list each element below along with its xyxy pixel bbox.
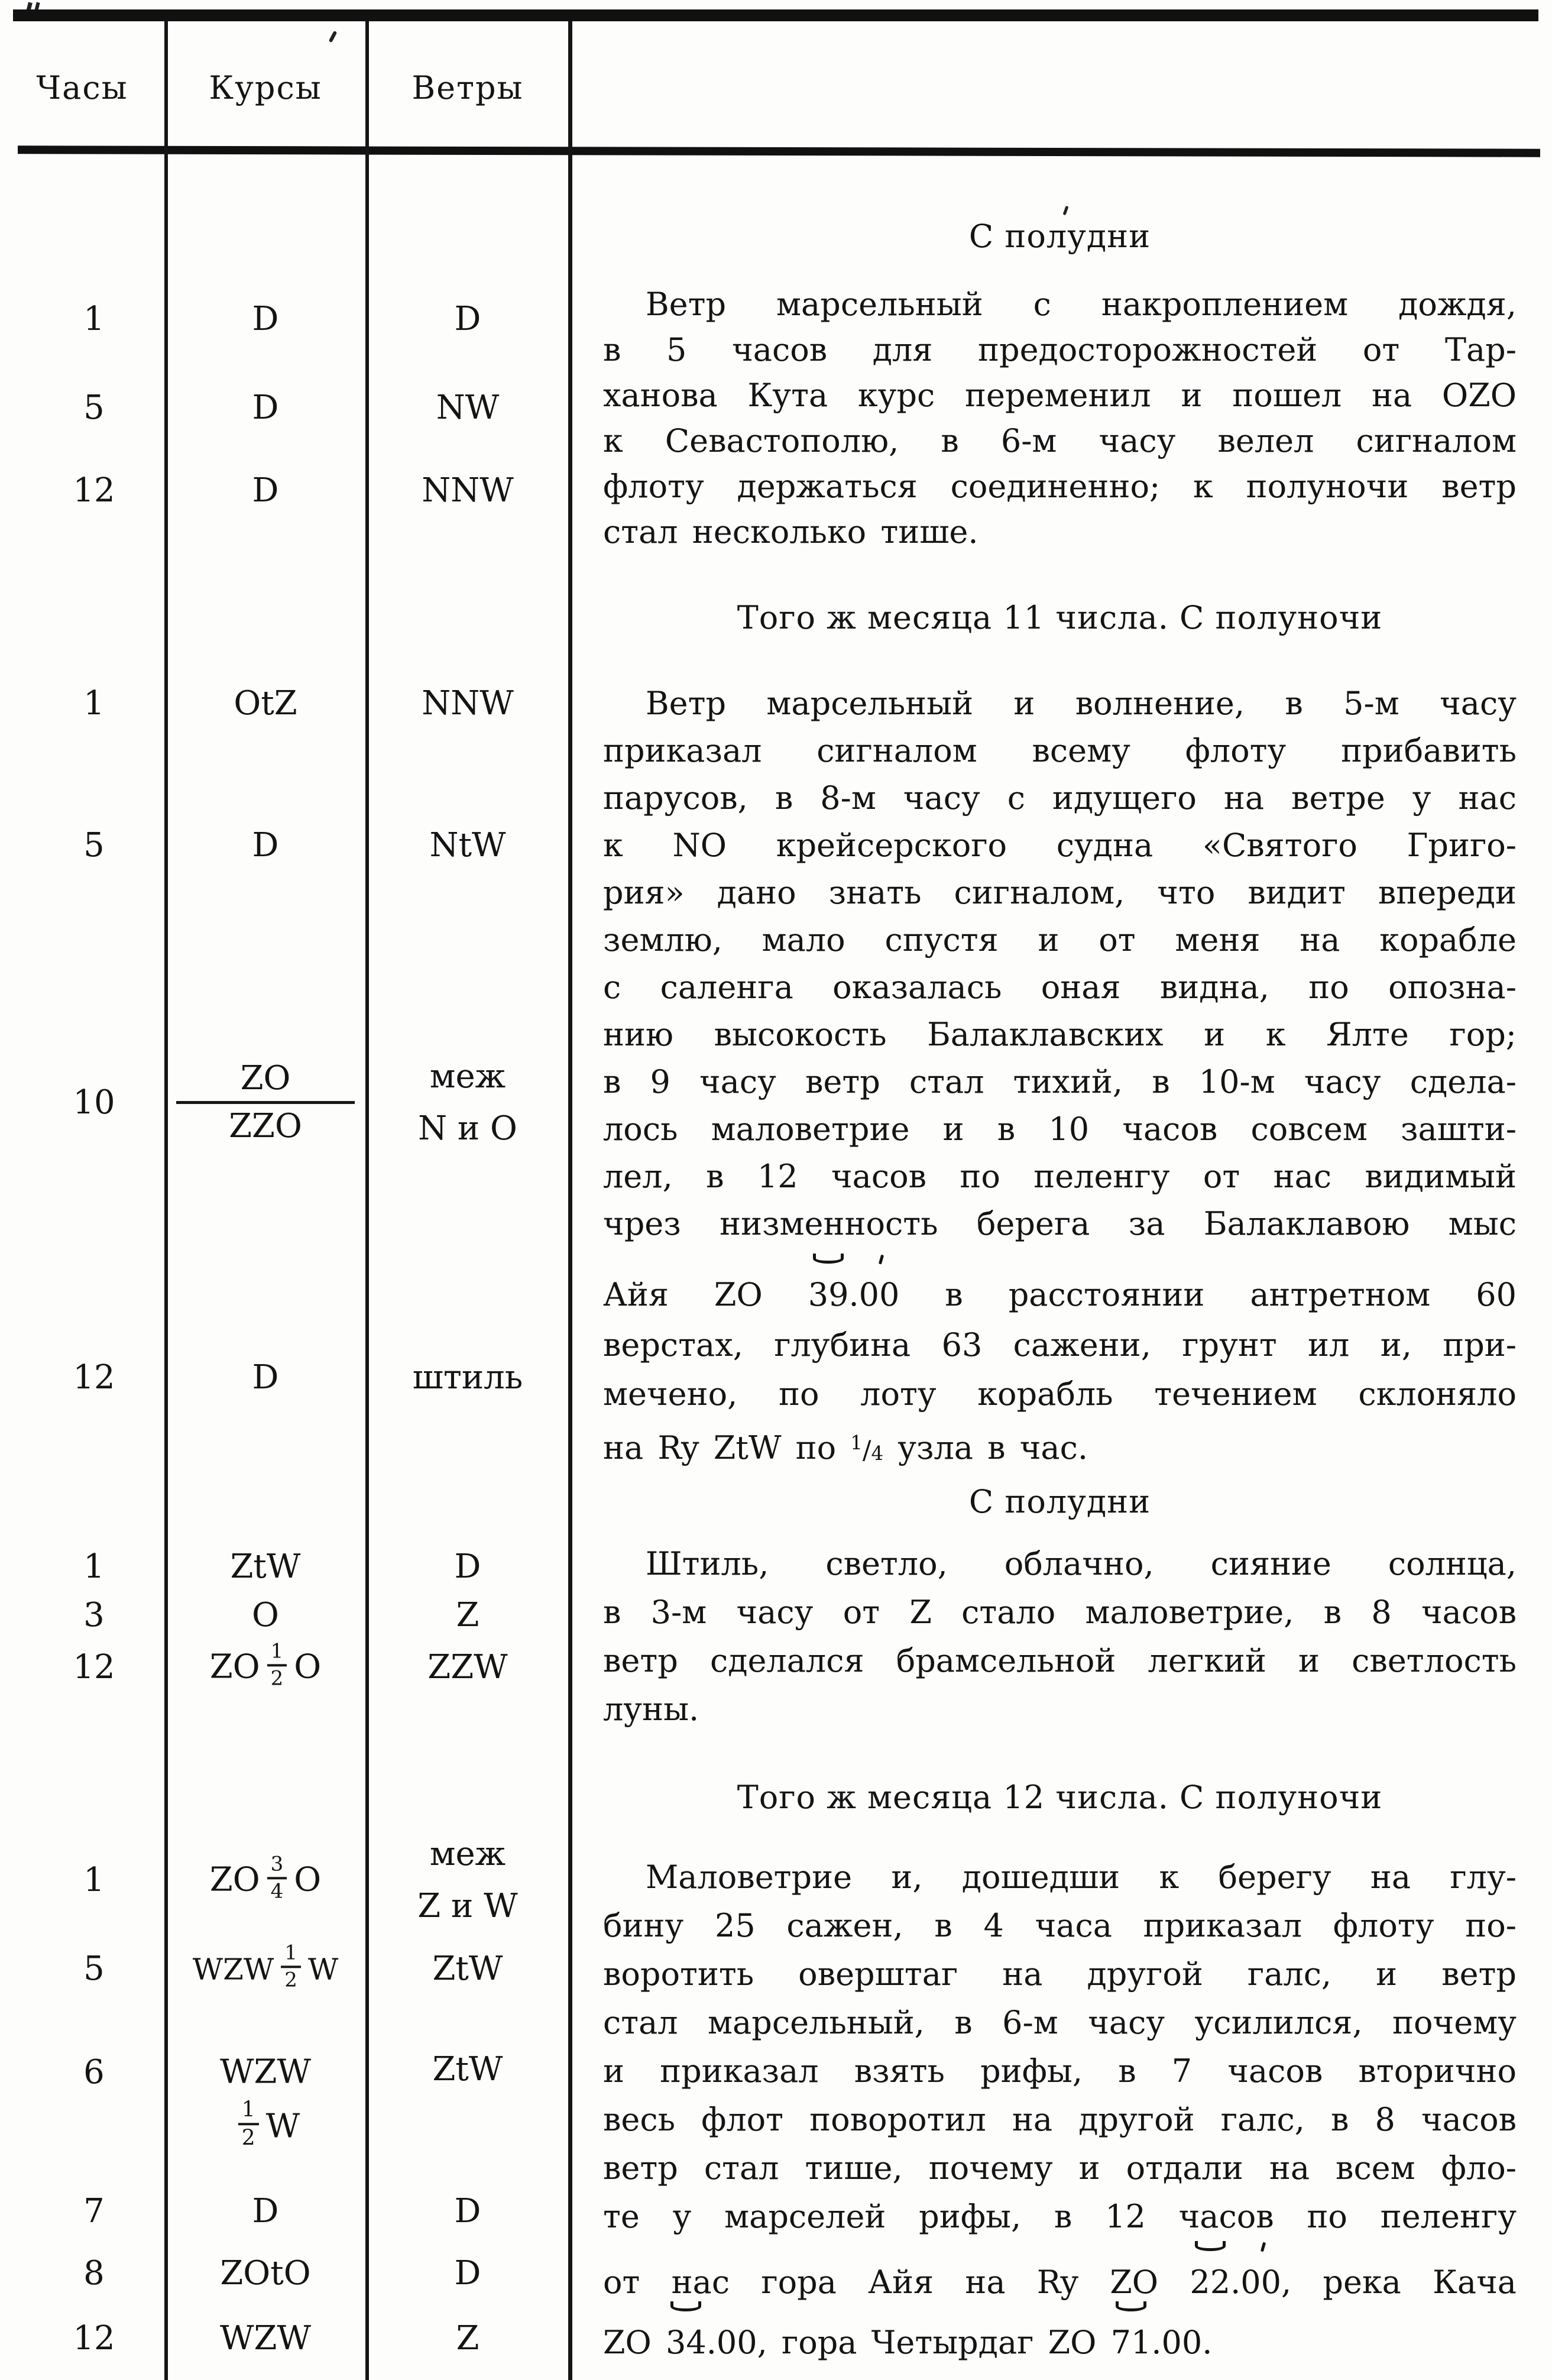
bearing-text: ZO	[603, 2324, 666, 2361]
fraction-denominator: 2	[284, 1968, 297, 1992]
course-cell-fraction	[168, 1941, 363, 1993]
course-suffix: O	[294, 1860, 322, 1899]
hour-cell: 5	[83, 825, 105, 864]
course-cell-stacked	[168, 1061, 363, 1145]
log-text-line: чрез низменность берега за Балаклавою мыс	[603, 1205, 1517, 1242]
log-text-line: луны.	[603, 1691, 699, 1728]
log-text-line: лел, в 12 часов по пеленгу от нас видимый	[603, 1158, 1517, 1195]
hour-cell: 12	[73, 471, 115, 510]
log-text-line: весь флот поворотил на другой галс, в 8 часов	[603, 2101, 1517, 2138]
wind-cell: Z	[456, 1595, 479, 1634]
hour-cell: 5	[83, 388, 105, 427]
hour-cell: 1	[83, 684, 105, 723]
course-lower: ZZO	[229, 1107, 302, 1146]
table-top-rule	[13, 9, 1538, 21]
log-text-line: нию высокость Балаклавских и к Ялте гор;	[603, 1016, 1517, 1053]
log-text-line: Маловетрие и, дошедши к берегу на глу-	[646, 1858, 1517, 1896]
course-cell-two-line	[168, 2046, 363, 2152]
course-cell: ZOtO	[220, 2253, 311, 2292]
log-text-line: Ветр марсельный и волнение, в 5-м часу	[646, 685, 1517, 722]
current-text: на Ry ZtW по	[603, 1429, 851, 1467]
log-text-line: в 3-м часу от Z стало маловетрие, в 8 часов	[603, 1594, 1517, 1631]
wind-cell: ZZW	[427, 1647, 508, 1686]
column-divider-2	[365, 21, 369, 2380]
bearing-degrees: 22	[1190, 2256, 1230, 2309]
log-text-line: мечено, по лоту корабль течением склоняло	[603, 1375, 1517, 1413]
fraction-denominator: 4	[270, 1879, 284, 1903]
wind-cell: штиль	[412, 1358, 523, 1397]
course-cell: D	[252, 299, 279, 338]
fraction-denominator: 2	[270, 1666, 284, 1690]
bearing-degrees: 39	[808, 1268, 849, 1322]
wind-cell: D	[454, 299, 481, 338]
wind-cell: D	[454, 2253, 481, 2292]
log-text-line: и приказал взять рифы, в 7 часов вторично	[603, 2052, 1517, 2090]
course-line-1: WZW	[219, 2052, 312, 2091]
course-line-2	[168, 2098, 363, 2152]
log-text-line-bearing	[603, 2256, 1517, 2310]
section-heading-day-11: Того ж месяца 11 числа. С полуночи	[737, 599, 1383, 636]
log-text-line: ветр сделался брамсельной легкий и светлость	[603, 1642, 1517, 1679]
hour-cell: 12	[73, 1358, 115, 1397]
course-cell: WZW	[219, 2319, 312, 2358]
log-text-line: в 5 часов для предосторожностей от Тар-	[603, 331, 1517, 368]
log-text-line: в 9 часу ветр стал тихий, в 10-м часу сдела-	[603, 1063, 1517, 1100]
log-text-line: землю, мало спустя и от меня на корабле	[603, 921, 1517, 959]
fraction-slash: /	[862, 1436, 871, 1466]
course-prefix: WZW	[192, 1952, 274, 1986]
log-text-line: приказал сигналом всему флоту прибавить	[603, 732, 1517, 769]
log-text-line: бину 25 сажен, в 4 часа приказал флоту по-	[603, 1907, 1517, 1944]
log-text-line: ханова Кута курс переменил и пошел на OZO	[603, 377, 1517, 414]
wind-range-word: меж	[429, 1057, 506, 1096]
bearing-text: .00.	[1151, 2324, 1213, 2361]
bearing-dot: .	[1230, 2264, 1241, 2301]
section-heading-day-12: Того ж месяца 12 числа. С полуночи	[737, 1779, 1383, 1816]
wind-cell: NNW	[422, 471, 514, 510]
column-header-winds: Ветры	[412, 69, 524, 106]
log-text-line: верстах, глубина 63 сажени, грунт ил и, при-	[603, 1326, 1517, 1364]
course-prefix: ZO	[209, 1860, 260, 1899]
log-text-line: к Севастополю, в 6-м часу велел сигналом	[603, 422, 1517, 459]
course-suffix: W	[265, 2106, 300, 2145]
log-text-line: с саленга оказалась оная видна, по опозна-	[603, 969, 1517, 1006]
fraction-numerator: 1	[850, 1432, 863, 1454]
course-fraction	[238, 2099, 259, 2149]
log-text-line: ветр стал тише, почему и отдали на всем фло-	[603, 2149, 1517, 2187]
table-header-rule	[18, 145, 1540, 157]
wind-cell: D	[454, 2191, 481, 2230]
course-cell: D	[252, 2191, 279, 2230]
wind-cell: ZtW	[432, 1949, 503, 1988]
bearing-text: .00, гора Четырдаг ZO	[706, 2324, 1111, 2361]
fraction-numerator: 1	[281, 1942, 301, 1968]
column-divider-3	[568, 21, 572, 2380]
section-heading-afternoon-1: С полудни	[968, 218, 1151, 255]
wind-cell: ZtW	[432, 2049, 503, 2088]
bearing-minutes: 00	[859, 1268, 900, 1322]
course-cell: O	[252, 1595, 279, 1634]
wind-range-points: N и O	[418, 1109, 517, 1148]
bearing-text: от нас гора Айя на Ry ZO	[603, 2264, 1190, 2301]
course-cell-fraction	[168, 1639, 363, 1691]
bearing-dot: .	[848, 1276, 859, 1313]
log-text-line: лось маловетрие и в 10 часов совсем зашти-	[603, 1110, 1517, 1148]
log-text-line-bearing	[603, 2316, 1517, 2371]
hour-cell: 7	[83, 2191, 105, 2230]
course-cell-fraction	[168, 1852, 363, 1904]
log-text-line-knots	[603, 1416, 1517, 1471]
course-cell: D	[252, 388, 279, 427]
log-text-line: парусов, в 8-м часу с идущего на ветре у нас	[603, 779, 1517, 817]
fraction-numerator: 1	[267, 1641, 287, 1666]
wind-range-points: Z и W	[417, 1887, 518, 1925]
wind-cell: Z	[456, 2319, 479, 2358]
column-divider-1	[164, 21, 168, 2380]
hour-cell: 8	[83, 2253, 105, 2292]
hour-cell: 5	[83, 1949, 105, 1988]
bearing-text: Айя ZO	[603, 1276, 808, 1313]
course-cell: D	[252, 471, 279, 510]
course-cell: D	[252, 1358, 279, 1397]
course-cell: D	[252, 825, 279, 864]
fraction-numerator: 3	[267, 1854, 287, 1879]
bearing-degrees: 71	[1111, 2316, 1152, 2369]
column-header-courses: Курсы	[209, 69, 322, 106]
course-fraction	[281, 1942, 301, 1990]
course-suffix: O	[294, 1647, 322, 1686]
log-text-line-bearing	[603, 1268, 1517, 1323]
fraction-denominator: 4	[871, 1442, 884, 1465]
hour-cell: 3	[83, 1595, 105, 1634]
course-cell: ZtW	[230, 1547, 301, 1586]
course-fraction	[267, 1641, 287, 1689]
wind-cell: NW	[436, 388, 500, 427]
section-heading-afternoon-2: С полудни	[968, 1483, 1151, 1520]
log-text-line: стал марсельный, в 6-м часу усилился, почему	[603, 2004, 1517, 2041]
course-upper: ZO	[176, 1061, 355, 1104]
bearing-text: в расстоянии антретном 60	[899, 1276, 1517, 1313]
bearing-text: , река Кача	[1281, 2264, 1517, 2301]
hour-cell: 1	[83, 1547, 105, 1586]
course-cell: OtZ	[234, 684, 297, 723]
log-text-line: флоту держаться соединенно; к полуночи ветр	[603, 468, 1517, 505]
hour-cell: 1	[83, 1860, 105, 1899]
log-text-line: Ветр марсельный с накроплением дождя,	[646, 286, 1517, 323]
wind-cell: NNW	[422, 684, 514, 723]
course-suffix: W	[307, 1952, 339, 1986]
hour-cell: 10	[73, 1083, 115, 1122]
current-text: узла в час.	[883, 1429, 1088, 1467]
bearing-degrees: 34	[666, 2316, 707, 2369]
wind-range-word: меж	[429, 1835, 506, 1873]
wind-cell-range	[369, 1828, 566, 1932]
column-header-hours: Часы	[36, 69, 128, 106]
hour-cell: 12	[73, 1647, 115, 1686]
course-prefix: ZO	[209, 1647, 260, 1686]
wind-cell: D	[454, 1547, 481, 1586]
fraction-denominator: 2	[241, 2125, 255, 2150]
course-fraction	[267, 1854, 287, 1902]
log-text-line: воротить оверштаг на другой галс, и ветр	[603, 1955, 1517, 1993]
log-text-line: к NO крейсерского судна «Святого Григо-	[603, 827, 1517, 864]
log-text-line: рия» дано знать сигналом, что видит впереди	[603, 874, 1517, 911]
bearing-minutes: 00	[1240, 2256, 1281, 2309]
wind-cell-range	[369, 1051, 566, 1155]
log-text-line: те у марселей рифы, в 12 часов по пеленгу	[603, 2198, 1517, 2235]
log-text-line: Штиль, светло, облачно, сияние солнца,	[646, 1545, 1517, 1582]
fraction-numerator: 1	[238, 2099, 259, 2125]
hour-cell: 12	[73, 2319, 115, 2358]
scan-speck	[329, 31, 338, 43]
hour-cell: 6	[83, 2052, 105, 2091]
hour-cell: 1	[83, 299, 105, 338]
log-text-line: стал несколько тише.	[603, 513, 978, 551]
wind-cell: NtW	[429, 825, 506, 864]
